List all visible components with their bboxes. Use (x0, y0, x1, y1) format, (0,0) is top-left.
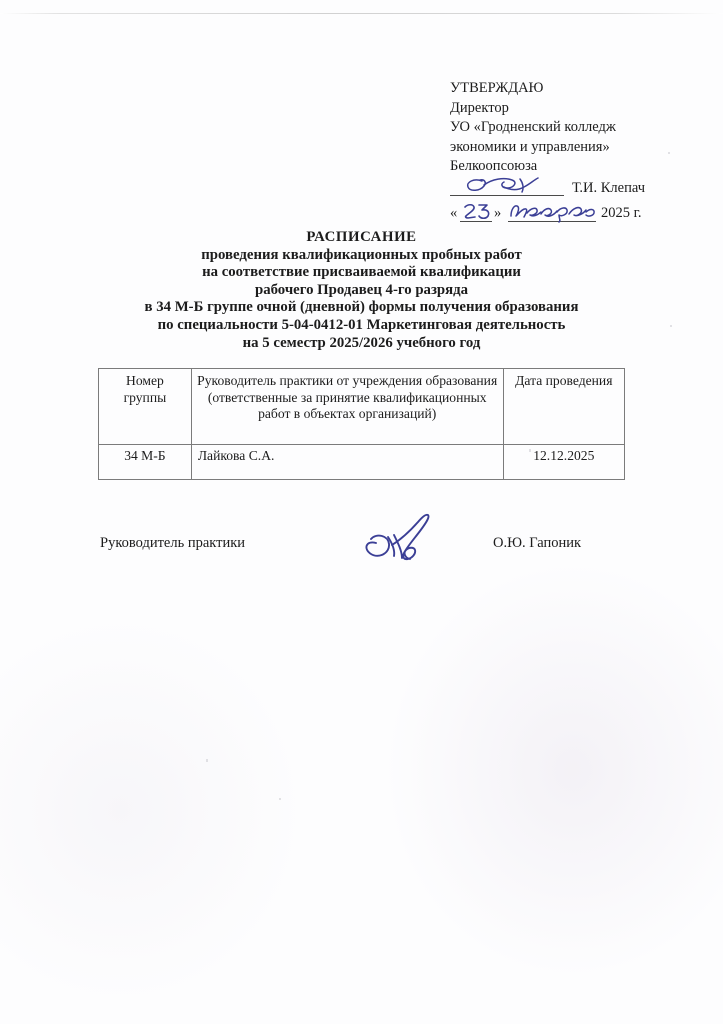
approval-block (450, 79, 700, 224)
scan-shadow-left (0, 620, 300, 1000)
director-name: Т.И. Клепач (572, 179, 646, 196)
table-header-row (99, 369, 625, 445)
page-title: РАСПИСАНИЕ (306, 229, 417, 245)
handwritten-month-icon (507, 200, 599, 223)
scan-speck (206, 759, 208, 762)
approval-line-belkoopsoyuz: Белкоопсоюза (450, 158, 538, 174)
approval-line-utverzhdayu: УТВЕРЖДАЮ (450, 80, 544, 96)
column-header-group: Номер группы (99, 369, 192, 445)
title-line-6: на 5 семестр 2025/2026 учебного год (242, 334, 481, 351)
schedule-table (98, 368, 625, 480)
approval-date-year: 2025 г. (601, 204, 642, 221)
scan-shadow-right (383, 560, 723, 980)
director-signature-icon (460, 175, 555, 197)
footer-role-label: Руководитель практики (100, 535, 246, 551)
scan-speck (279, 798, 281, 800)
title-line-5: по специальности 5-04-0412-01 Маркетинговая деятельность (157, 316, 566, 333)
footer-signature-block (0, 535, 723, 565)
table-body (99, 445, 625, 480)
title-line-2: на соответствие присваиваемой квалификации (202, 264, 521, 281)
approval-line-position: Директор (450, 99, 509, 116)
director-signature-row (450, 178, 700, 200)
cell-group: 34 М-Б (99, 445, 192, 480)
title-line-4: в 34 М-Б группе очной (дневной) формы получения образования (144, 299, 579, 316)
table-header (99, 369, 625, 445)
footer-signer-name: О.Ю. Гапоник (493, 535, 582, 551)
cell-date: 12.12.2025 (503, 445, 624, 480)
title-block (0, 229, 723, 352)
quote-open: « (450, 204, 458, 221)
column-header-date: Дата проведения (503, 369, 624, 445)
approval-date-row (450, 202, 700, 224)
title-line-3: рабочего Продавец 4-го разряда (254, 281, 469, 298)
scan-edge-line (0, 13, 723, 14)
quote-close: » (494, 204, 502, 221)
approval-line-institution-1: УО «Гродненский колледж (450, 119, 616, 135)
column-header-supervisor: Руководитель практики от учреждения образования (ответственные за принятие квалификационных работ в объектах организаций) (191, 369, 503, 445)
approval-line-institution-2: экономики и управления» (450, 138, 610, 155)
practice-head-signature-icon (358, 513, 444, 565)
handwritten-day-icon (459, 201, 495, 222)
cell-supervisor: Лайкова С.А. (191, 445, 503, 480)
table-row (99, 445, 625, 480)
title-line-1: проведения квалификационных пробных работ (201, 246, 522, 263)
